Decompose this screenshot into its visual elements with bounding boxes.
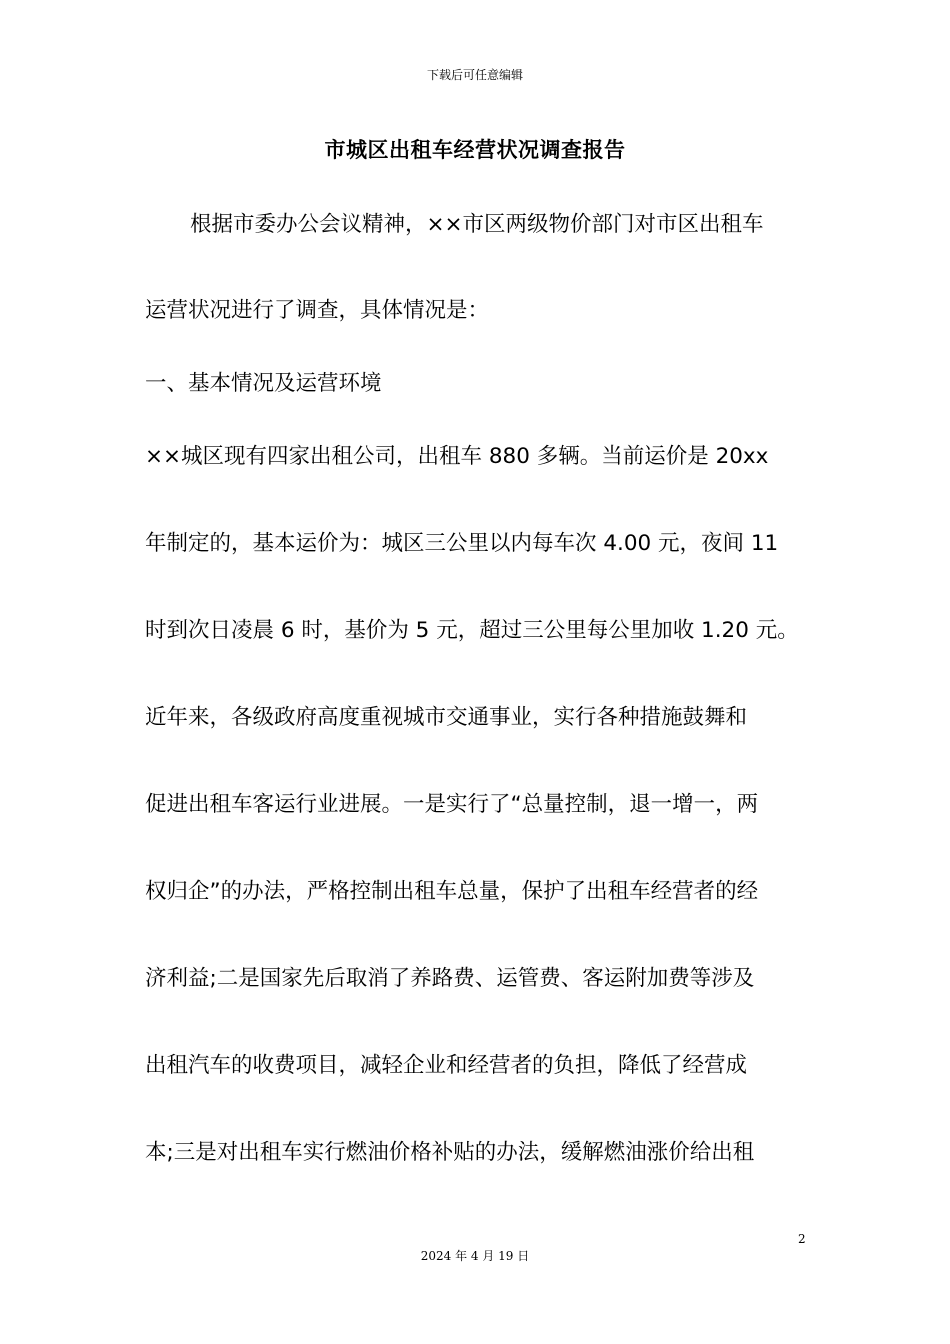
paragraph-line: 促进出租车客运行业进展。一是实行了“总量控制，退一增一，两 (145, 792, 759, 817)
paragraph-line: ××城区现有四家出租公司，出租车 880 多辆。当前运价是 20xx (145, 444, 769, 469)
paragraph-line: 权归企”的办法，严格控制出租车总量，保护了出租车经营者的经 (145, 879, 759, 904)
footer-date: 2024 年 4 月 19 日 (420, 1249, 530, 1263)
paragraph-line: 出租汽车的收费项目，减轻企业和经营者的负担，降低了经营成 (145, 1053, 748, 1078)
paragraph-line: 本;三是对出租车实行燃油价格补贴的办法，缓解燃油涨价给出租 (145, 1140, 755, 1165)
section-heading: 一、基本情况及运营环境 (145, 371, 382, 396)
document-title: 市城区出租车经营状况调查报告 (324, 138, 626, 162)
paragraph-line: 济利益;二是国家先后取消了养路费、运管费、客运附加费等涉及 (145, 966, 755, 991)
page-header: 下载后可任意编辑 (426, 68, 523, 82)
paragraph-line: 近年来，各级政府高度重视城市交通事业，实行各种措施鼓舞和 (145, 705, 748, 730)
paragraph-line: 根据市委办公会议精神，××市区两级物价部门对市区出租车 (190, 212, 764, 237)
paragraph-line: 时到次日凌晨 6 时，基价为 5 元，超过三公里每公里加收 1.20 元。 (145, 618, 799, 643)
page-number: 2 (798, 1232, 806, 1246)
paragraph-line: 运营状况进行了调查，具体情况是： (145, 298, 490, 323)
paragraph-line: 年制定的，基本运价为：城区三公里以内每车次 4.00 元，夜间 11 (145, 531, 779, 556)
